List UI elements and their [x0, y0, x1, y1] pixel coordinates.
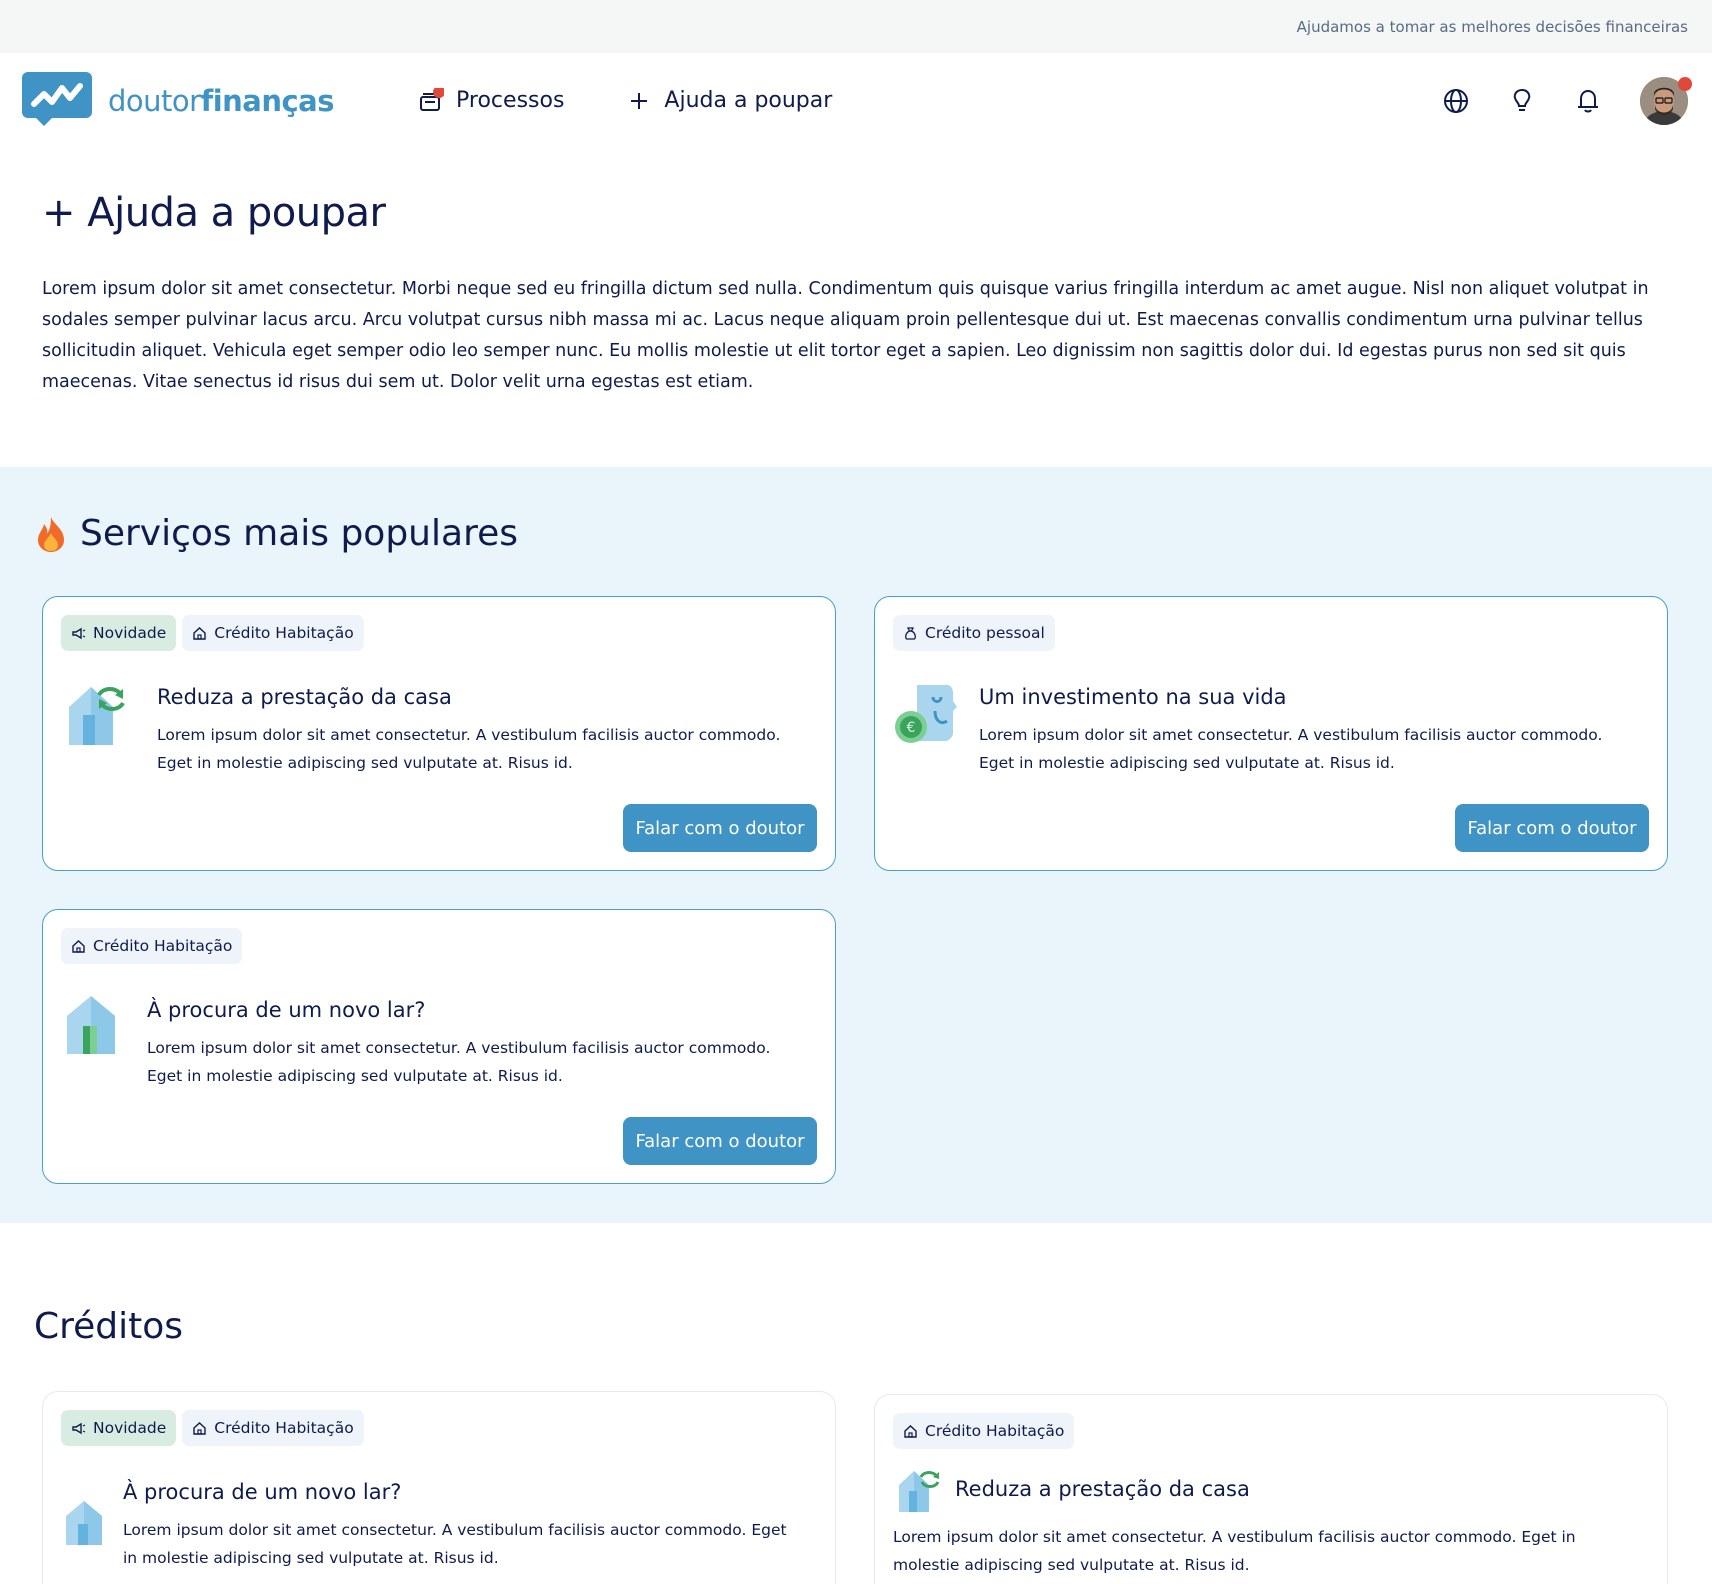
- tag-label: Crédito Habitação: [214, 1419, 354, 1437]
- house-illustration-icon: [65, 994, 117, 1056]
- card-title: Reduza a prestação da casa: [157, 685, 452, 709]
- tag-novidade: [61, 1410, 176, 1446]
- globe-icon[interactable]: [1442, 87, 1470, 115]
- tag-credito-pessoal: [893, 615, 1055, 651]
- house-refinance-illustration-icon: [897, 1467, 941, 1513]
- card-tags: [61, 1410, 370, 1446]
- inbox-icon: [418, 88, 444, 114]
- house-illustration-icon: [65, 1500, 103, 1546]
- home-icon: [192, 1421, 207, 1436]
- card-description: Lorem ipsum dolor sit amet consectetur. A vestibulum facilisis auctor commodo. Eget in molestie adipiscing sed vulputate at. Risus id.: [123, 1521, 787, 1567]
- home-icon: [903, 1424, 918, 1439]
- card-description: Lorem ipsum dolor sit amet consectetur. A vestibulum facilisis auctor commodo. Eget in molestie adipiscing sed vulputate at. Risus id.: [157, 726, 781, 772]
- popular-services-section: [0, 467, 1712, 1223]
- card-title: Reduza a prestação da casa: [955, 1477, 1250, 1501]
- page-title: + Ajuda a poupar: [42, 190, 386, 236]
- tagline-text: Ajudamos a tomar as melhores decisões financeiras: [1296, 17, 1688, 36]
- hero-section: [0, 148, 1712, 467]
- card-title: Um investimento na sua vida: [979, 685, 1287, 709]
- plus-icon: [626, 88, 652, 114]
- tag-credito-habitacao: [182, 1410, 363, 1446]
- tag-label: Crédito pessoal: [925, 624, 1045, 642]
- card-tags: [61, 615, 370, 651]
- megaphone-icon: [71, 626, 86, 641]
- home-icon: [192, 626, 207, 641]
- tag-label: Crédito Habitação: [214, 624, 354, 642]
- creditos-title: [34, 1306, 183, 1347]
- home-icon: [71, 939, 86, 954]
- nav-item-processos[interactable]: [418, 88, 564, 114]
- tag-label: Crédito Habitação: [925, 1422, 1065, 1440]
- lightbulb-icon[interactable]: [1508, 87, 1536, 115]
- popular-services-title: [34, 513, 518, 554]
- tag-novidade: [61, 615, 176, 651]
- house-refinance-illustration-icon: [65, 681, 127, 747]
- nav-item-ajuda-a-poupar[interactable]: [626, 88, 832, 114]
- logo-text: [108, 84, 334, 118]
- fire-icon: [34, 515, 68, 553]
- card-title: À procura de um novo lar?: [123, 1480, 402, 1504]
- top-tagline-bar: [0, 0, 1712, 53]
- tag-label: Crédito Habitação: [93, 937, 233, 955]
- main-navigation: [0, 53, 1712, 148]
- talk-to-doctor-button[interactable]: Falar com o doutor: [1455, 804, 1649, 852]
- service-card: [42, 909, 836, 1184]
- card-description: Lorem ipsum dolor sit amet consectetur. A vestibulum facilisis auctor commodo. Eget in molestie adipiscing sed vulputate at. Risus id.: [979, 726, 1603, 772]
- tag-credito-habitacao: [61, 928, 242, 964]
- card-tags: [61, 928, 248, 964]
- megaphone-icon: [71, 1421, 86, 1436]
- logo-text-light: doutor: [108, 83, 201, 118]
- credit-card: [874, 1394, 1668, 1584]
- creditos-title-text: Créditos: [34, 1306, 184, 1347]
- tag-label: Novidade: [93, 1419, 167, 1437]
- notification-dot: [1678, 77, 1692, 91]
- svg-text:€: €: [906, 720, 916, 736]
- money-bag-icon: [903, 626, 918, 641]
- user-avatar[interactable]: [1640, 77, 1688, 125]
- service-card: [42, 596, 836, 871]
- nav-item-label: Processos: [456, 88, 565, 113]
- logo-mark-icon: [22, 72, 94, 130]
- nav-item-label: Ajuda a poupar: [664, 88, 833, 113]
- nav-actions: [1404, 53, 1688, 148]
- tag-label: Novidade: [93, 624, 167, 642]
- card-tags: [893, 1413, 1080, 1449]
- logo[interactable]: [22, 72, 334, 130]
- credit-card: [42, 1391, 836, 1584]
- personal-investment-illustration-icon: [893, 681, 957, 747]
- talk-to-doctor-button[interactable]: Falar com o doutor: [623, 1117, 817, 1165]
- service-card: [874, 596, 1668, 871]
- logo-text-bold: finanças: [200, 83, 335, 118]
- card-tags: [893, 615, 1061, 651]
- talk-to-doctor-button[interactable]: Falar com o doutor: [623, 804, 817, 852]
- tag-credito-habitacao: [182, 615, 363, 651]
- tag-credito-habitacao: [893, 1413, 1074, 1449]
- card-description: Lorem ipsum dolor sit amet consectetur. A vestibulum facilisis auctor commodo. Eget in molestie adipiscing sed vulputate at. Risus id.: [147, 1039, 771, 1085]
- card-title: À procura de um novo lar?: [147, 998, 426, 1022]
- hero-description: Lorem ipsum dolor sit amet consectetur. Morbi neque sed eu fringilla dictum sed nulla. Condimentum quis quisque varius fringilla interdum ac amet augue. Nisl non aliquet volutpat in sodales semper pulvinar lacus arcu. Arcu volutpat cursus nibh massa mi ac. Lacus neque aliquam proin pellentesque dui ut. Est maecenas convallis condimentum urna pulvinar tellus sollicitudin aliquet. Vehicula eget semper odio leo semper nunc. Eu mollis molestie ut elit tortor eget a sapien. Leo dignissim non sagittis dolor dui. Id egestas purus non sed sit quis maecenas. Vitae senectus id risus dui sem ut. Dolor velit urna egestas est etiam.: [42, 279, 1649, 392]
- popular-services-title-text: Serviços mais populares: [80, 513, 518, 554]
- bell-icon[interactable]: [1574, 87, 1602, 115]
- card-description: Lorem ipsum dolor sit amet consectetur. A vestibulum facilisis auctor commodo. Eget in molestie adipiscing sed vulputate at. Risus id.: [893, 1528, 1576, 1574]
